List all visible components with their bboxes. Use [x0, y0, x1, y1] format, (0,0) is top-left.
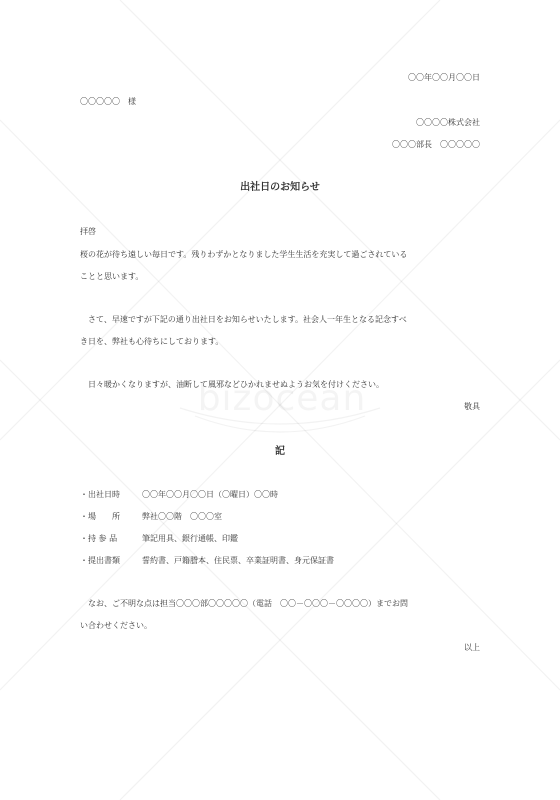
salutation: 拝啓	[80, 227, 96, 236]
item-label: ・出社日時	[80, 490, 120, 499]
sender-person: 〇〇〇部長 〇〇〇〇〇	[392, 140, 480, 149]
recipient-name: 〇〇〇〇〇 様	[80, 97, 136, 106]
sender-company: 〇〇〇〇株式会社	[416, 118, 480, 127]
item-bring	[80, 533, 238, 545]
document-date: 〇〇年〇〇月〇〇日	[408, 73, 480, 82]
para2-line1: さて、早速ですが下記の通り出社日をお知らせいたします。社会人一年生となる記念すべ	[88, 315, 407, 324]
para3-line1: 日々暖かくなりますが、油断して風邪などひかれませぬようお気を付けください。	[88, 380, 384, 389]
para2-line2: き日を、弊社も心待ちにしております。	[80, 337, 224, 346]
closing-keigu: 敬具	[464, 402, 480, 411]
item-label: ・場 所	[80, 512, 120, 521]
note-line1: なお、ご不明な点は担当〇〇〇部〇〇〇〇〇（電話 〇〇－〇〇〇－〇〇〇〇）までお問	[88, 599, 408, 608]
item-label: ・持 参 品	[80, 534, 118, 543]
document-title: 出社日のお知らせ	[240, 182, 320, 193]
item-place	[80, 511, 222, 523]
item-value: 〇〇年〇〇月〇〇日（〇曜日）〇〇時	[142, 490, 278, 499]
para1-line1: 桜の花が待ち遠しい毎日です。残りわずかとなりました学生生活を充実して過ごされている	[80, 250, 408, 259]
ki-heading: 記	[275, 446, 285, 457]
item-label: ・提出書類	[80, 556, 120, 565]
item-value: 筆記用具、銀行通帳、印鑑	[142, 534, 238, 543]
item-value: 誓約書、戸籍謄本、住民票、卒業証明書、身元保証書	[142, 556, 334, 565]
para1-line2: ことと思います。	[80, 272, 144, 281]
item-documents	[80, 555, 334, 567]
item-date	[80, 489, 278, 501]
item-value: 弊社〇〇階 〇〇〇室	[142, 512, 222, 521]
end-ijo: 以上	[464, 643, 480, 652]
note-line2: い合わせください。	[80, 621, 152, 630]
